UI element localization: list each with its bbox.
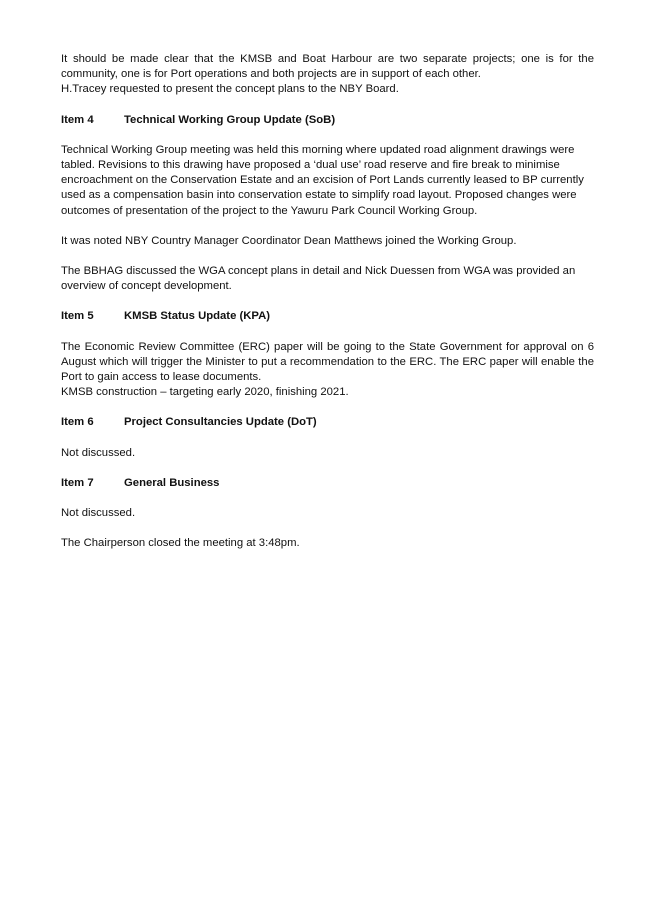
item-5-paragraph-2: KMSB construction – targeting early 2020, finishing 2021. [61, 386, 349, 399]
item-5-paragraph-1: The Economic Review Committee (ERC) paper will be going to the State Government for approval on 6 August which will trigger the Minister to put a recommendation to the ERC. The ERC paper will enable the Port to gain access to lease documents. [61, 340, 594, 384]
item-6-heading [61, 415, 594, 430]
intro-paragraph-1: It should be made clear that the KMSB and Boat Harbour are two separate projects; one is for the community, one is for Port operations and both projects are in support of each other. [61, 53, 594, 81]
item-5-heading [61, 309, 594, 324]
item-7-title: General Business [124, 476, 220, 489]
item-5-number: Item 5 [61, 310, 94, 323]
item-7-paragraph-1: Not discussed. [61, 507, 136, 520]
item-6-number: Item 6 [61, 416, 94, 429]
item-4-paragraph-1: Technical Working Group meeting was held this morning where updated road alignment drawings were tabled. Revisions to this drawing have proposed a ‘dual use’ road reserve and fire break to minimise encroachment on the Conservation Estate and an excision of Port Lands currently leased to BP currently used as a compensation basin into conservation estate to simplify road layout. Proposed changes were outcomes of presentation of the project to the Yawuru Park Council Working Group. [61, 143, 584, 217]
intro-paragraph-2: H.Tracey requested to present the concept plans to the NBY Board. [61, 83, 399, 96]
item-6-paragraph-1: Not discussed. [61, 446, 136, 459]
item-7-number: Item 7 [61, 476, 94, 489]
document-page [61, 52, 594, 551]
item-4-paragraph-2: It was noted NBY Country Manager Coordinator Dean Matthews joined the Working Group. [61, 234, 517, 247]
item-4-title: Technical Working Group Update (SoB) [124, 113, 336, 126]
item-7-heading [61, 476, 594, 491]
item-6-title: Project Consultancies Update (DoT) [124, 416, 317, 429]
item-4-paragraph-3: The BBHAG discussed the WGA concept plans in detail and Nick Duessen from WGA was provided an overview of concept development. [61, 265, 576, 293]
item-4-heading [61, 113, 594, 128]
closing-statement: The Chairperson closed the meeting at 3:48pm. [61, 537, 300, 550]
item-4-number: Item 4 [61, 113, 94, 126]
item-5-title: KMSB Status Update (KPA) [124, 310, 271, 323]
